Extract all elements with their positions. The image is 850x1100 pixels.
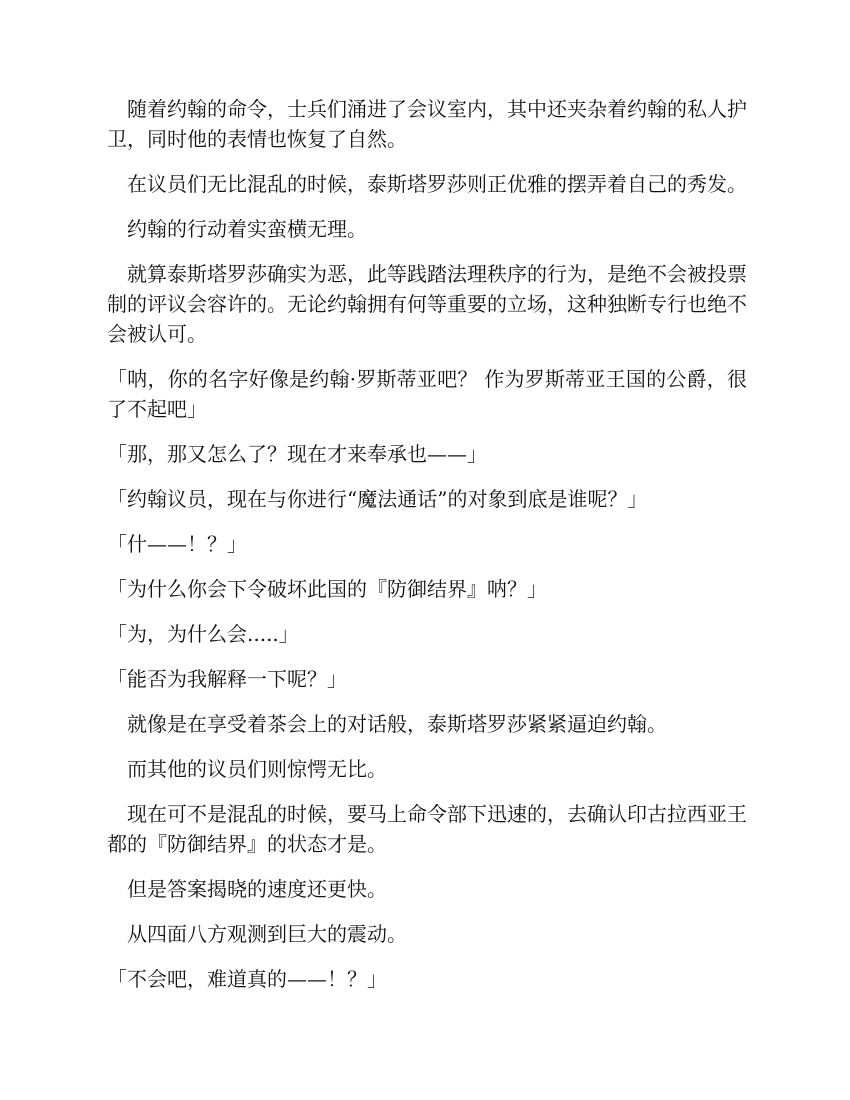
paragraph: 就像是在享受着茶会上的对话般，泰斯塔罗莎紧紧逼迫约翰。 [127,712,667,736]
dialog-line: 「什——！？」 [107,532,247,556]
dialog-line: 「不会吧，难道真的——！？」 [107,967,387,991]
paragraph: 约翰的行动着实蛮横无理。 [127,217,367,241]
paragraph: 随着约翰的命令，士兵们涌进了会议室内，其中还夹杂着约翰的私人护卫，同时他的表情也恢复了自然。 [107,97,747,151]
paragraph: 现在可不是混乱的时候，要马上命令部下迅速的，去确认印古拉西亚王都的『防御结界』的状态才是。 [107,802,747,856]
dialog-line: 「呐，你的名字好像是约翰·罗斯蒂亚吧？ 作为罗斯蒂亚王国的公爵，很了不起吧」 [107,367,747,421]
paragraph: 就算泰斯塔罗莎确实为恶，此等践踏法理秩序的行为，是绝不会被投票制的评议会容许的。无论约翰拥有何等重要的立场，这种独断专行也绝不会被认可。 [107,262,747,346]
dialog-line: 「约翰议员，现在与你进行“魔法通话”的对象到底是谁呢？」 [107,487,648,511]
document-body [107,94,747,1009]
dialog-line: 「为什么你会下令破坏此国的『防御结界』呐？」 [107,577,547,601]
paragraph: 在议员们无比混乱的时候，泰斯塔罗莎则正优雅的摆弄着自己的秀发。 [127,172,747,196]
paragraph: 而其他的议员们则惊愕无比。 [127,757,387,781]
paragraph: 但是答案揭晓的速度还更快。 [127,877,387,901]
dialog-line: 「能否为我解释一下呢？」 [107,667,347,691]
paragraph: 从四面八方观测到巨大的震动。 [127,922,407,946]
dialog-line: 「为，为什么会.....」 [107,622,299,646]
dialog-line: 「那，那又怎么了？现在才来奉承也——」 [107,442,487,466]
